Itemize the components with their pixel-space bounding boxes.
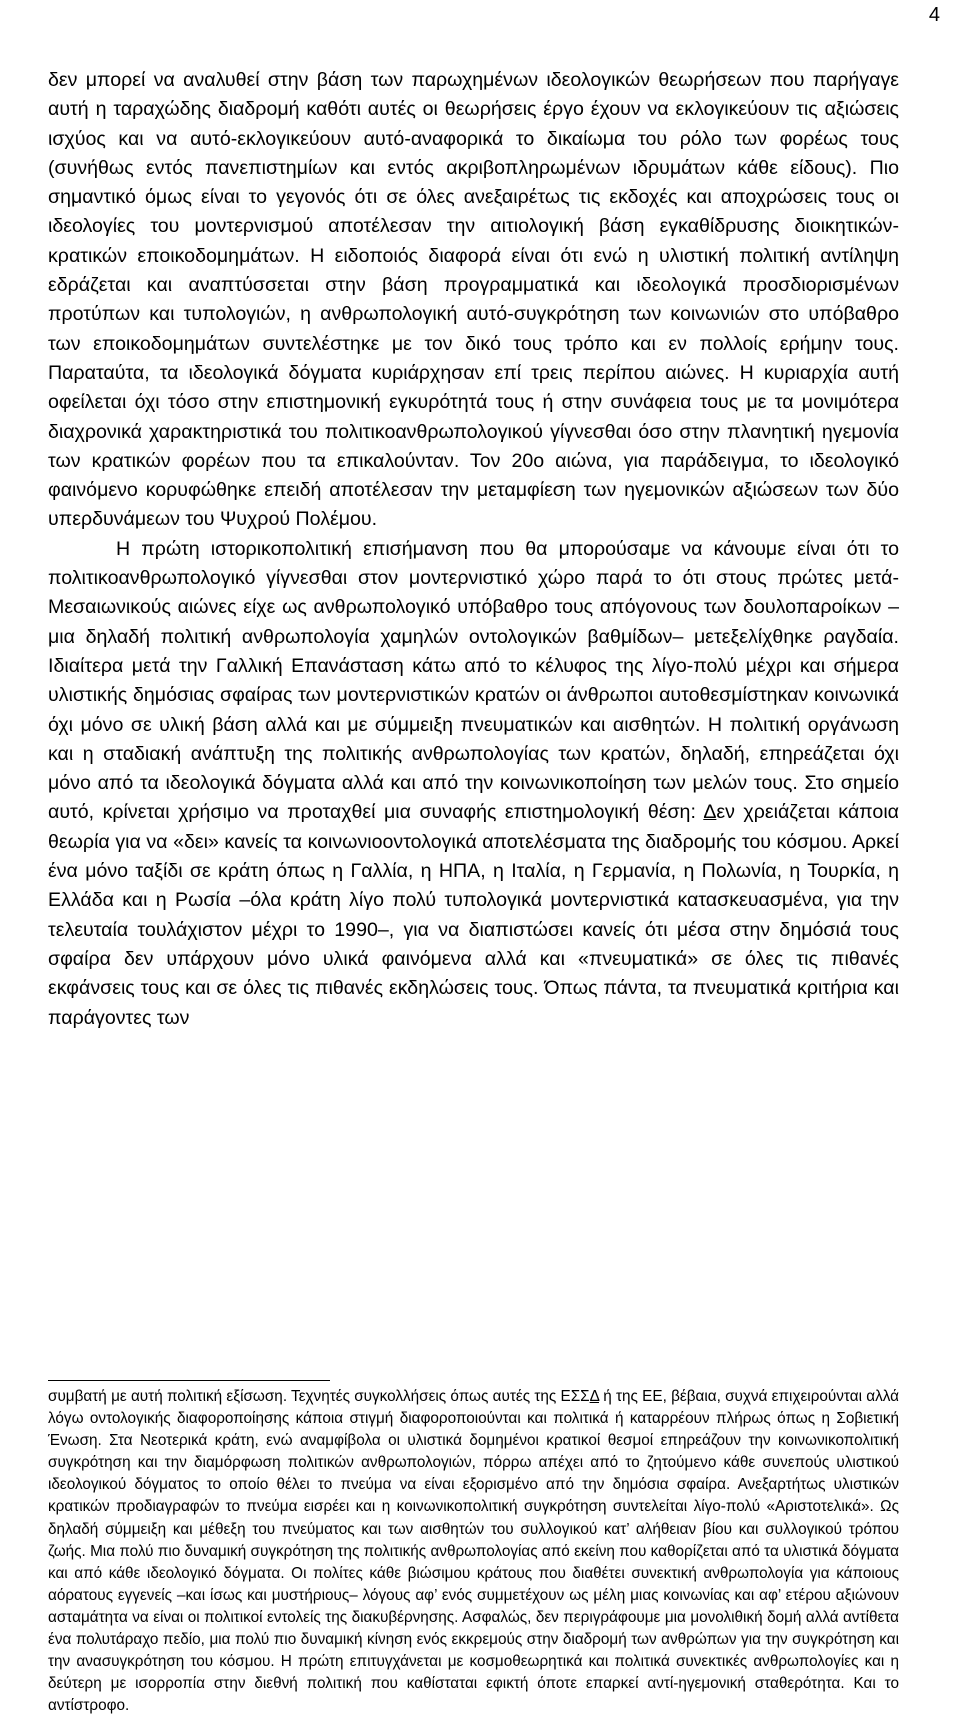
page-number: 4 bbox=[928, 4, 940, 26]
footnote-text bbox=[48, 1386, 899, 1717]
footnote-separator bbox=[48, 1380, 330, 1381]
footnote-part-2: ή της ΕΕ, βέβαια, συχνά επιχειρούνται αλλά λόγω οντολογικής διαφοροποίησης κάποια στιγμή διαφοροποιούνται και πολιτικά ή καταρρέουν πλήρως όπως η Σοβιετική Ένωση. Στα Νεοτερικά κράτη, ενώ αναμφίβολα οι υλιστικά δομημένοι κρατικοί θεσμοί επηρεάζουν την κοινωνικοπολιτική συγκρότηση και την διαμόρφωση πολιτικών ανθρωπολογιών, πόρρω απέχει από το ζητούμενο κάθε συνεπούς υλιστικού ιδεολογικού δόγματος το οποίο θέλει το πνεύμα να είναι εξορισμένο από την δημόσια σφαίρα. Ανεξαρτήτως υλιστικών κρατικών προδιαγραφών το πνεύμα εισρέει και η κοινωνικοπολιτική συγκρότηση συντελείται λίγο-πολύ «Αριστοτελικά». Ως δηλαδή σύμμειξη και μέθεξη του πνεύματος και των αισθητών του συλλογικού κατ’ αλήθειαν βίου και συλλογικού τρόπου ζωής. Μια πολύ πιο δυναμική συγκρότηση της πολιτικής ανθρωπολογίας από εκείνη που καθορίζεται από τα υλιστικά δόγματα και από κάθε ιδεολογικό δόγματα. Οι πολίτες κάθε βιώσιμου κράτους που διαθέτει συνεκτική ανθρωπολογία για κάποιους αόρατους εγγενείς –και ίσως και μυστήριους– λόγους αφ’ ενός συμμετέχουν ως μέλη μιας κοινωνίας και αφ’ ετέρου αξιώνουν ασταμάτητα να είναι οι πολιτικοί εντολείς της διακυβέρνησης. Ασφαλώς, δεν περιγράφουμε μια μονολιθική δομή αλλά αντίθετα ένα πολυτάραχο πεδίο, μια πολύ πιο δυναμική κίνηση ενός εκκρεμούς στην διαδρομή των ανθρώπων για την συγκρότηση και την ανασυγκρότηση του κόσμου. Η πρώτη επιτυγχάνεται με κοσμοθεωρητικά και πολιτικά συνεκτικές ανθρωπολογίες και η δεύτερη με ισορροπία στην διεθνή πολιτική που καθίσταται εφικτή όποτε επαρκεί αντί-ηγεμονική σταθερότητα. Και το αντίστροφο. bbox=[48, 1388, 899, 1715]
footnote-part-1: συμβατή με αυτή πολιτική εξίσωση. Τεχνητές συγκολλήσεις όπως αυτές της ΕΣΣ bbox=[48, 1388, 590, 1405]
main-body-text bbox=[48, 66, 899, 1033]
footnote-paragraph bbox=[48, 1386, 899, 1717]
paragraph-2 bbox=[48, 535, 899, 1033]
paragraph-2-part-1: Η πρώτη ιστορικοπολιτική επισήμανση που θα μπορούσαμε να κάνουμε είναι ότι το πολιτικοανθρωπολογικό γίγνεσθαι στον μοντερνιστικό χώρο παρά το ότι στους πρώτες μετά-Μεσαιωνικούς αιώνες είχε ως ανθρωπολογικό υπόβαθρο τους απόγονους των δουλοπαροίκων –μια δηλαδή πολιτική ανθρωπολογία χαμηλών οντολογικών βαθμίδων– μετεξελίχθηκε ραγδαία. Ιδιαίτερα μετά την Γαλλική Επανάσταση κάτω από το κέλυφος της λίγο-πολύ μέχρι και σήμερα υλιστικής δημόσιας σφαίρας των μοντερνιστικών κρατών οι άνθρωποι αυτοθεσμίστηκαν κοινωνικά όχι μόνο σε υλική βάση αλλά και με σύμμειξη πνευματικών και αισθητών. Η πολιτική οργάνωση και η σταδιακή ανάπτυξη της πολιτικής ανθρωπολογίας των κρατών, δηλαδή, επηρεάζεται όχι μόνο από τα ιδεολογικά δόγματα αλλά και από την κοινωνικοποίηση των μελών τους. Στο σημείο αυτό, κρίνεται χρήσιμο να προταχθεί μια συναφής επιστημολογική θέση: bbox=[48, 537, 899, 824]
paragraph-2-part-2: εν χρειάζεται κάποια θεωρία για να «δει» κανείς τα κοινωνιοοντολογικά αποτελέσματα της διαδρομής του κόσμου. Αρκεί ένα μόνο ταξίδι σε κράτη όπως η Γαλλία, η ΗΠΑ, η Ιταλία, η Γερμανία, η Πολωνία, η Τουρκία, η Ελλάδα και η Ρωσία –όλα κράτη λίγο πολύ τυπολογικά μοντερνιστικά κατασκευασμένα, για την τελευταία τουλάχιστον μέχρι το 1990–, για να διαπιστώσει κανείς ότι μέσα στην δημόσιά τους σφαίρα δεν υπάρχουν μόνο υλικά φαινόμενα αλλά και «πνευματικά» σε όλες τις πιθανές εκφάνσεις τους και σε όλες τις πιθανές εκδηλώσεις τους. Όπως πάντα, τα πνευματικά κριτήρια και παράγοντες των bbox=[48, 801, 899, 1029]
paragraph-1: δεν μπορεί να αναλυθεί στην βάση των παρωχημένων ιδεολογικών θεωρήσεων που παρήγαγε αυτή η ταραχώδης διαδρομή καθότι αυτές οι θεωρήσεις έργο έχουν να εκλογικεύουν τις αξιώσεις ισχύος και να αυτό-εκλογικεύουν αυτό-αναφορικά το δικαίωμα του ρόλο των φορέως τους (συνήθως εντός πανεπιστημίων και εντός ακριβοπληρωμένων ιδρυμάτων κάθε είδους). Πιο σημαντικό όμως είναι το γεγονός ότι σε όλες ανεξαιρέτως τις εκδοχές και αποχρώσεις τους οι ιδεολογίες του μοντερνισμού αποτέλεσαν την αιτιολογική βάση εγκαθίδρυσης διοικητικών-κρατικών εποικοδομημάτων. Η ειδοποιός διαφορά είναι ότι ενώ η υλιστική πολιτική αντίληψη εδράζεται και αναπτύσσεται στην βάση προγραμματικά και ιδεολογικά προσδιορισμένων προτύπων και τυπολογιών, η ανθρωπολογική αυτό-συγκρότηση των κοινωνιών στο υπόβαθρο των εποικοδομημάτων συντελέστηκε με τον δικό τους τρόπο και εν πολλοίς ερήμην τους. Παραταύτα, τα ιδεολογικά δόγματα κυριάρχησαν επί τρεις περίπου αιώνες. Η κυριαρχία αυτή οφείλεται όχι τόσο στην επιστημονική εγκυρότητά τους ή στην συνάφεια τους με τα μονιμότερα διαχρονικά χαρακτηριστικά του πολιτικοανθρωπολογικού γίγνεσθαι όσο στην πλανητική ηγεμονία των κρατικών φορέων που τα επικαλούνταν. Τον 20ο αιώνα, για παράδειγμα, το ιδεολογικό φαινόμενο κορυφώθηκε επειδή αποτέλεσαν την μεταμφίεση των ηγεμονικών αξιώσεων των δύο υπερδυνάμεων του Ψυχρού Πολέμου. bbox=[48, 69, 899, 531]
footnote-underlined-letter: Δ bbox=[589, 1388, 599, 1405]
underlined-letter: Δ bbox=[703, 801, 717, 824]
